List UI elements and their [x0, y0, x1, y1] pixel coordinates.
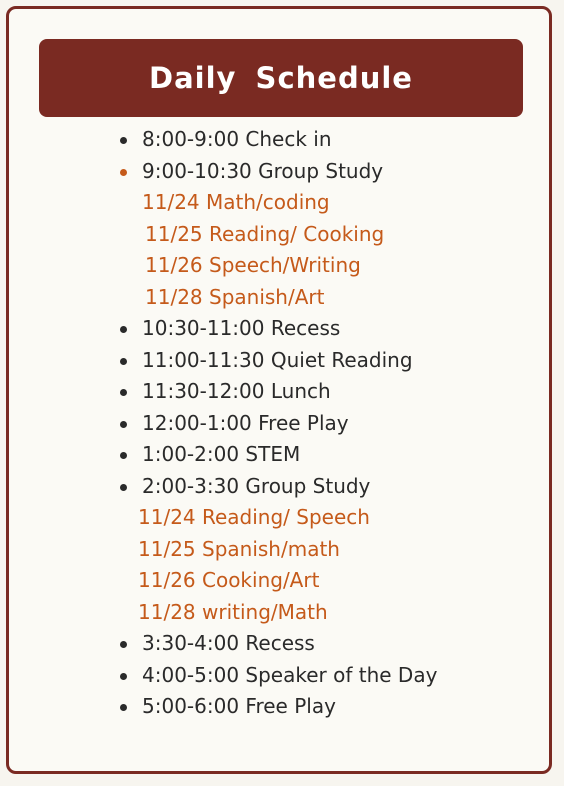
bullet-icon — [120, 641, 127, 648]
bullet-icon — [120, 326, 127, 333]
list-item — [108, 691, 538, 723]
item-label: Recess — [270, 316, 341, 340]
item-time: 12:00-1:00 — [142, 410, 252, 435]
bullet-icon — [120, 452, 127, 459]
list-item — [108, 313, 538, 345]
item-label: Lunch — [270, 379, 331, 403]
bullet-icon — [120, 169, 127, 176]
sub-item: 11/28 Spanish/Art — [145, 284, 325, 309]
item-time: 2:00-3:30 — [142, 473, 240, 498]
bullet-icon — [120, 421, 127, 428]
item-label: Check in — [245, 127, 332, 151]
item-time: 9:00-10:30 — [142, 158, 252, 183]
item-time: 11:00-11:30 — [142, 347, 265, 372]
list-item — [108, 345, 538, 377]
sub-item: 11/26 Cooking/Art — [138, 568, 320, 592]
bullet-icon — [120, 704, 127, 711]
bullet-icon — [120, 358, 127, 365]
item-label: Free Play — [245, 694, 336, 718]
bullet-icon — [120, 389, 127, 396]
item-label: STEM — [245, 442, 301, 466]
schedule-list — [108, 124, 538, 723]
item-label: Free Play — [258, 410, 349, 435]
item-time: 4:00-5:00 — [142, 662, 240, 687]
list-item — [108, 156, 538, 188]
item-time: 8:00-9:00 — [142, 127, 240, 151]
list-item — [108, 628, 538, 660]
item-label: Group Study — [258, 158, 384, 183]
list-item — [108, 660, 538, 692]
list-item — [108, 439, 538, 471]
bullet-icon — [120, 673, 127, 680]
sub-item: 11/28 writing/Math — [138, 599, 328, 624]
title-banner — [39, 39, 523, 117]
list-item — [108, 376, 538, 408]
bullet-icon — [120, 137, 127, 144]
item-label: Speaker of the Day — [245, 662, 438, 687]
list-item — [108, 471, 538, 503]
item-time: 1:00-2:00 — [142, 442, 240, 466]
page-title: Daily Schedule — [149, 61, 413, 95]
list-item — [108, 408, 538, 440]
item-label: Quiet Reading — [270, 347, 413, 372]
list-item — [108, 124, 538, 156]
bullet-icon — [120, 484, 127, 491]
item-time: 5:00-6:00 — [142, 694, 240, 718]
item-time: 11:30-12:00 — [142, 379, 265, 403]
sub-item: 11/24 Reading/ Speech — [138, 505, 370, 529]
sub-item: 11/25 Spanish/math — [138, 536, 340, 561]
item-label: Recess — [245, 631, 315, 655]
item-time: 10:30-11:00 — [142, 316, 265, 340]
item-label: Group Study — [245, 473, 371, 498]
sub-item: 11/25 Reading/ Cooking — [145, 221, 385, 246]
sub-item: 11/26 Speech/Writing — [145, 253, 361, 277]
sub-item: 11/24 Math/coding — [142, 190, 330, 214]
item-time: 3:30-4:00 — [142, 631, 240, 655]
